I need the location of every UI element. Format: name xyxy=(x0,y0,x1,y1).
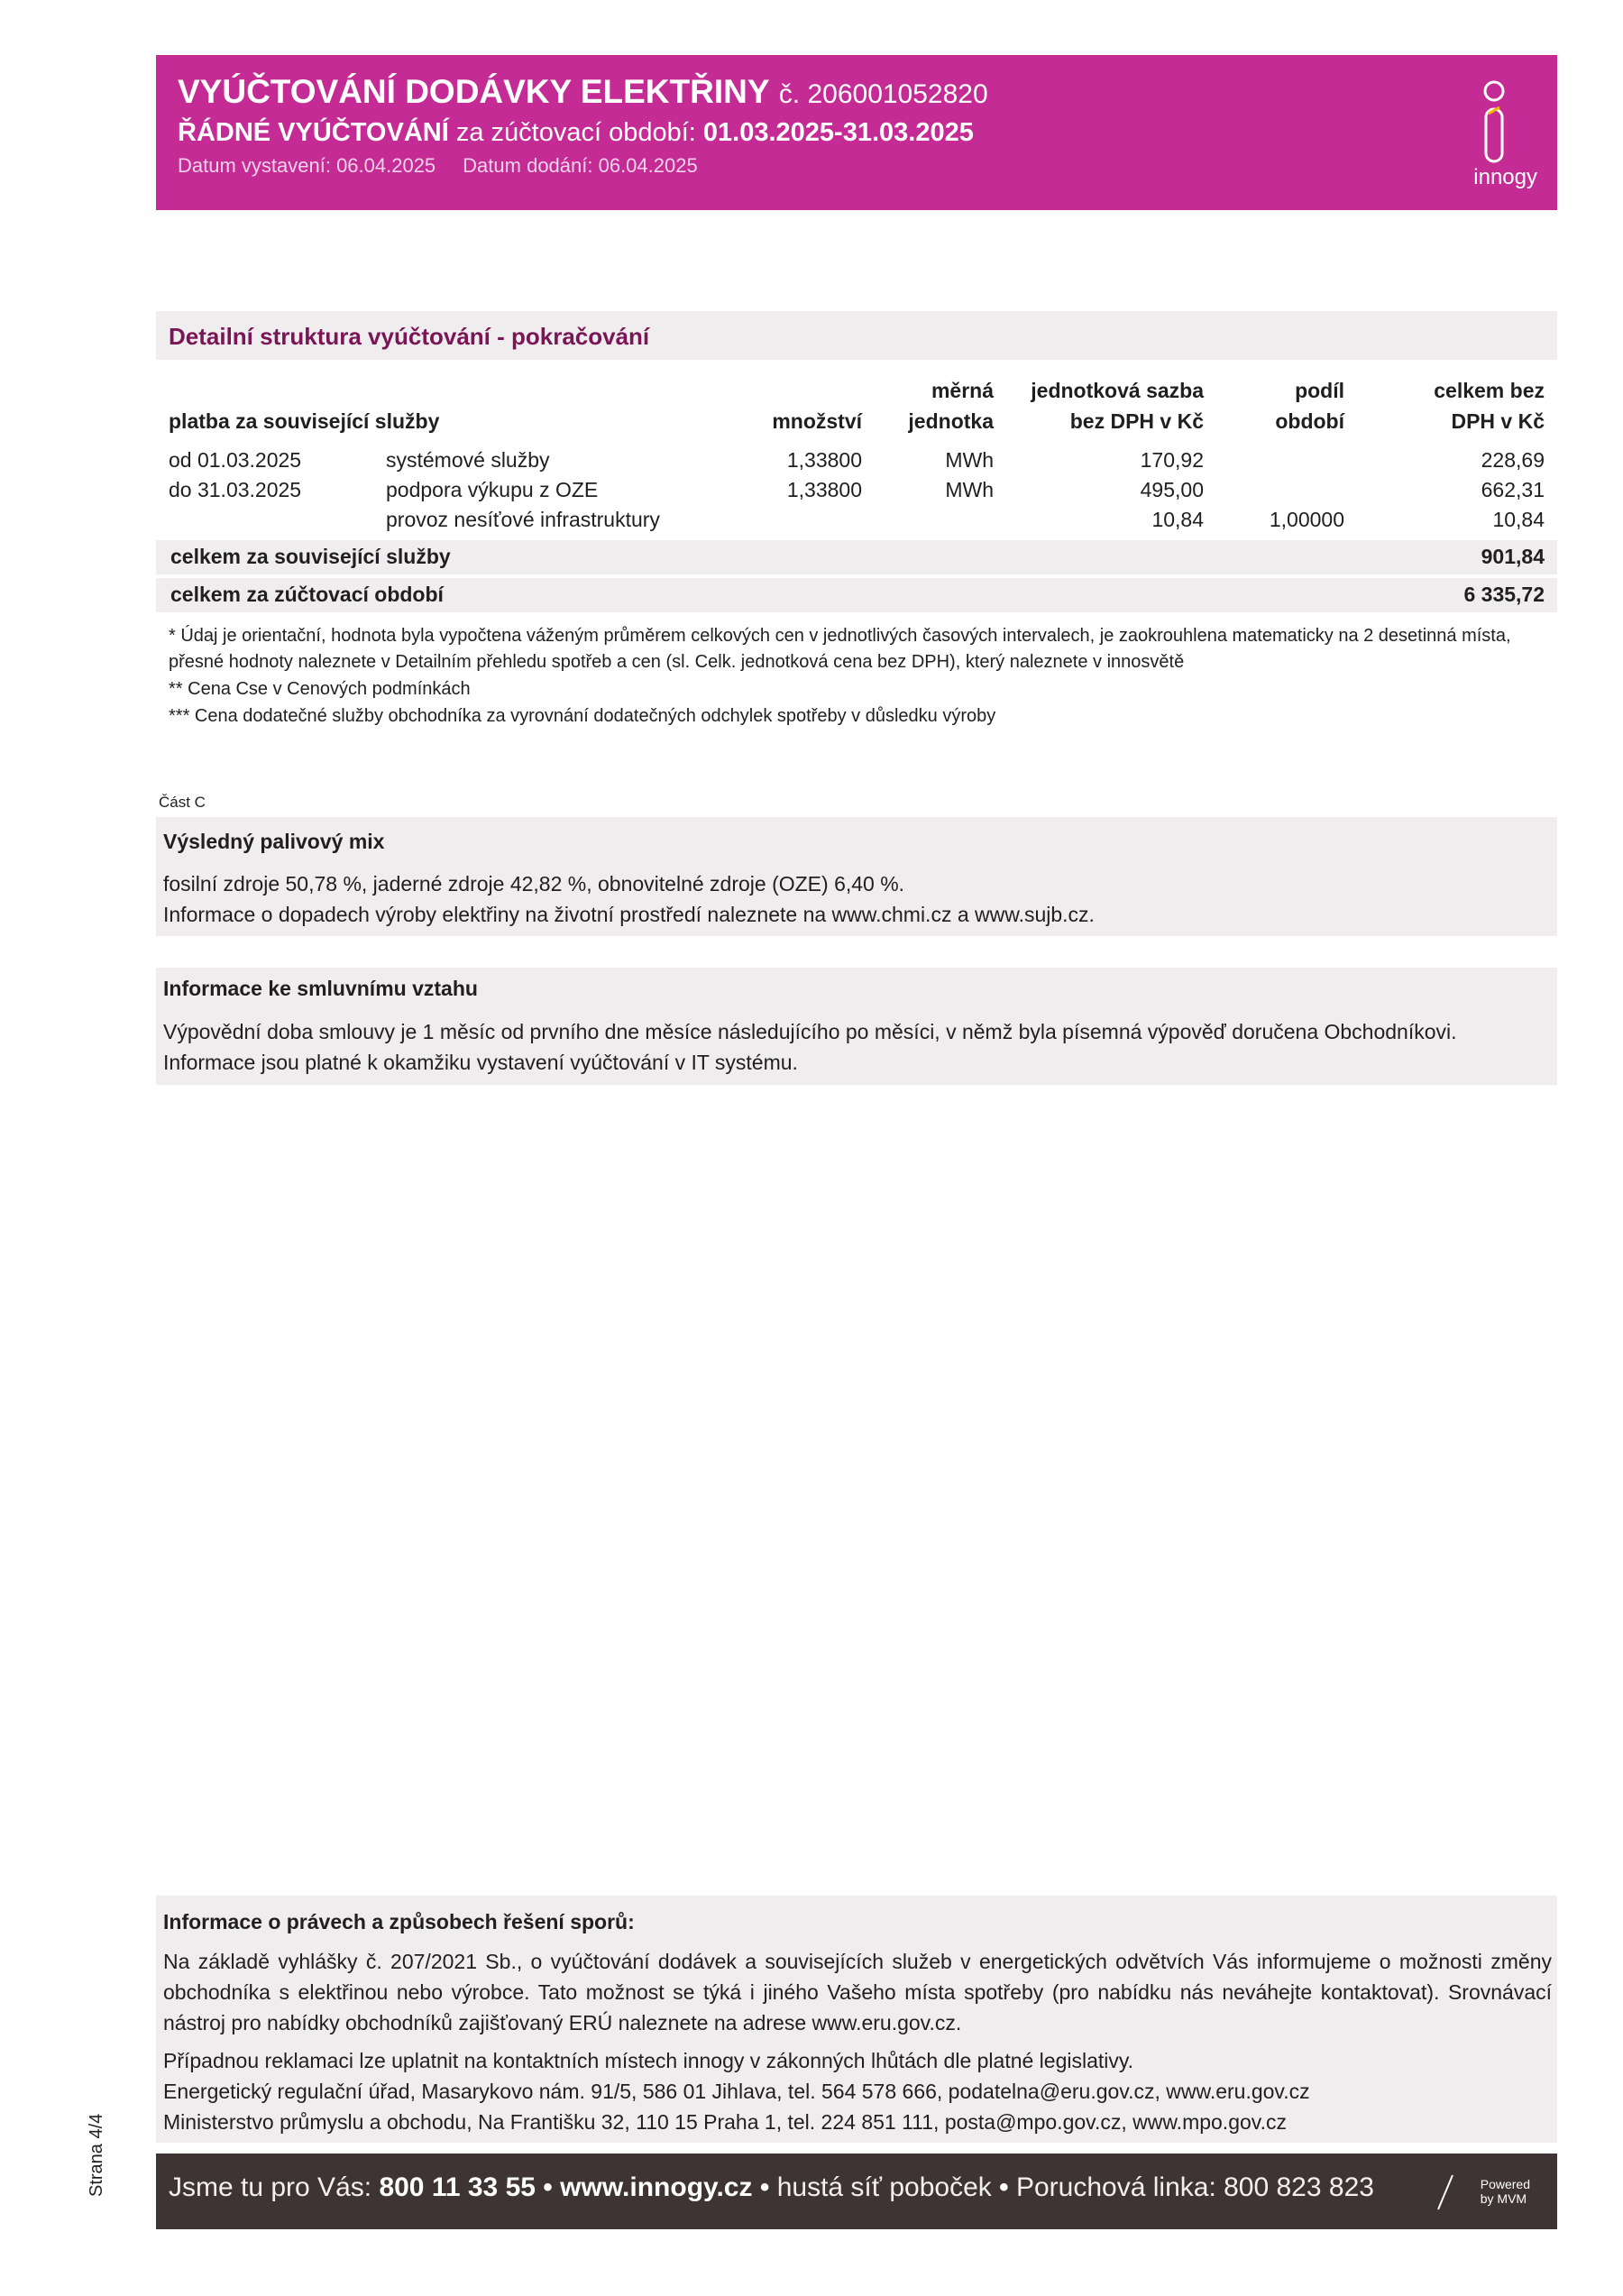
rights-title: Informace o právech a způsobech řešení sporů: xyxy=(163,1910,635,1933)
col-total-l1: celkem bez xyxy=(1434,379,1545,402)
slash-icon xyxy=(1435,2173,1456,2211)
rights-info-box xyxy=(156,1896,1557,2143)
footer-contact: Jsme tu pro Vás: 800 11 33 55 • www.innogy.cz • hustá síť poboček • Poruchová linka: 800 823 823 xyxy=(169,2172,1374,2202)
fuel-mix-line: Informace o dopadech výroby elektřiny na životní prostředí naleznete na www.chmi.cz a www.sujb.cz. xyxy=(163,903,1095,926)
col-share-l2: období xyxy=(1275,409,1344,433)
rights-paragraph: Na základě vyhlášky č. 207/2021 Sb., o vyúčtování dodávek a souvisejících služeb v energetických odvětvích Vás informujeme o možnosti změny obchodníka s elektřinou nebo výrobce. Tato možnost se týká i jiného Vašeho místa spotřeby (pro nabídku nás neváhejte kontaktovat). Srovnávací nástroj pro nabídky obchodníků zajišťovaný ERÚ naleznete na adrese www.eru.gov.cz. xyxy=(163,1950,1552,2034)
part-c-label: Část C xyxy=(159,794,206,811)
rights-line: Energetický regulační úřad, Masarykovo nám. 91/5, 586 01 Jihlava, tel. 564 578 666, podatelna@eru.gov.cz, www.eru.gov.cz xyxy=(163,2080,1310,2103)
footer-bar xyxy=(156,2154,1557,2229)
col-total-l2: DPH v Kč xyxy=(1451,409,1545,433)
col-unit-l1: měrná xyxy=(931,379,994,402)
fuel-mix-box xyxy=(156,817,1557,936)
section-title: Detailní struktura vyúčtování - pokračování xyxy=(169,323,650,350)
footnote: * Údaj je orientační, hodnota byla vypočtena váženým průměrem celkových cen v jednotlivých časových intervalech, je zaokrouhlena matematicky na 2 desetinná místa, přesné hodnoty naleznete v Detailním přehledu spotřeb a cen (sl. Celk. jednotková cena bez DPH), který naleznete v innosvětě xyxy=(169,626,1511,672)
sum-period-row: celkem za zúčtovací období 6 335,72 xyxy=(156,578,1557,612)
footnote: ** Cena Cse v Cenových podmínkách xyxy=(169,679,471,699)
footer-web: www.innogy.cz xyxy=(560,2172,753,2202)
contract-info-line: Informace jsou platné k okamžiku vystavení vyúčtování v IT systému. xyxy=(163,1051,798,1074)
rights-line: Případnou reklamaci lze uplatnit na kontaktních místech innogy v zákonných lhůtách dle platné legislativy. xyxy=(163,2049,1134,2072)
invoice-title: VYÚČTOVÁNÍ DODÁVKY ELEKTŘINY č. 206001052820 xyxy=(178,73,988,110)
fuel-mix-line: fosilní zdroje 50,78 %, jaderné zdroje 42,82 %, obnovitelné zdroje (OZE) 6,40 %. xyxy=(163,872,905,895)
col-rate-l2: bez DPH v Kč xyxy=(1069,409,1204,433)
page-number: Strana 4/4 xyxy=(87,2113,106,2197)
issue-date: Datum vystavení: 06.04.2025 xyxy=(178,154,436,177)
contract-info-line: Výpovědní doba smlouvy je 1 měsíc od prvního dne měsíce následujícího po měsíci, v němž byla písemná výpověď doručena Obchodníkovi. xyxy=(163,1020,1457,1043)
col-unit-l2: jednotka xyxy=(908,409,994,433)
col-quantity: množství xyxy=(772,409,862,433)
col-rate-l1: jednotková sazba xyxy=(1031,379,1204,402)
contract-info-box xyxy=(156,968,1557,1085)
sum-services-row: celkem za související služby 901,84 xyxy=(156,540,1557,574)
logo-text: innogy xyxy=(1473,165,1537,189)
col-service: platba za související služby xyxy=(169,409,440,433)
powered-by-mvm: Powered by MVM xyxy=(1480,2177,1530,2206)
detail-section-header xyxy=(156,311,1557,360)
footnote: *** Cena dodatečné služby obchodníka za vyrovnání dodatečných odchylek spotřeby v důsledku výroby xyxy=(169,706,996,726)
invoice-dates xyxy=(178,154,698,178)
delivery-date: Datum dodání: 06.04.2025 xyxy=(463,154,698,177)
contract-info-title: Informace ke smluvnímu vztahu xyxy=(163,977,478,1000)
col-share-l1: podíl xyxy=(1295,379,1344,402)
fuel-mix-title: Výsledný palivový mix xyxy=(163,830,385,853)
footer-phone: 800 11 33 55 xyxy=(379,2172,536,2202)
footer-hotline: Poruchová linka: 800 823 823 xyxy=(1015,2172,1374,2202)
invoice-header xyxy=(156,55,1557,210)
invoice-subtitle: ŘÁDNÉ VYÚČTOVÁNÍ za zúčtovací období: 01.03.2025-31.03.2025 xyxy=(178,118,974,147)
rights-line: Ministerstvo průmyslu a obchodu, Na Františku 32, 110 15 Praha 1, tel. 224 851 111, posta@mpo.gov.cz, www.mpo.gov.cz xyxy=(163,2110,1287,2134)
